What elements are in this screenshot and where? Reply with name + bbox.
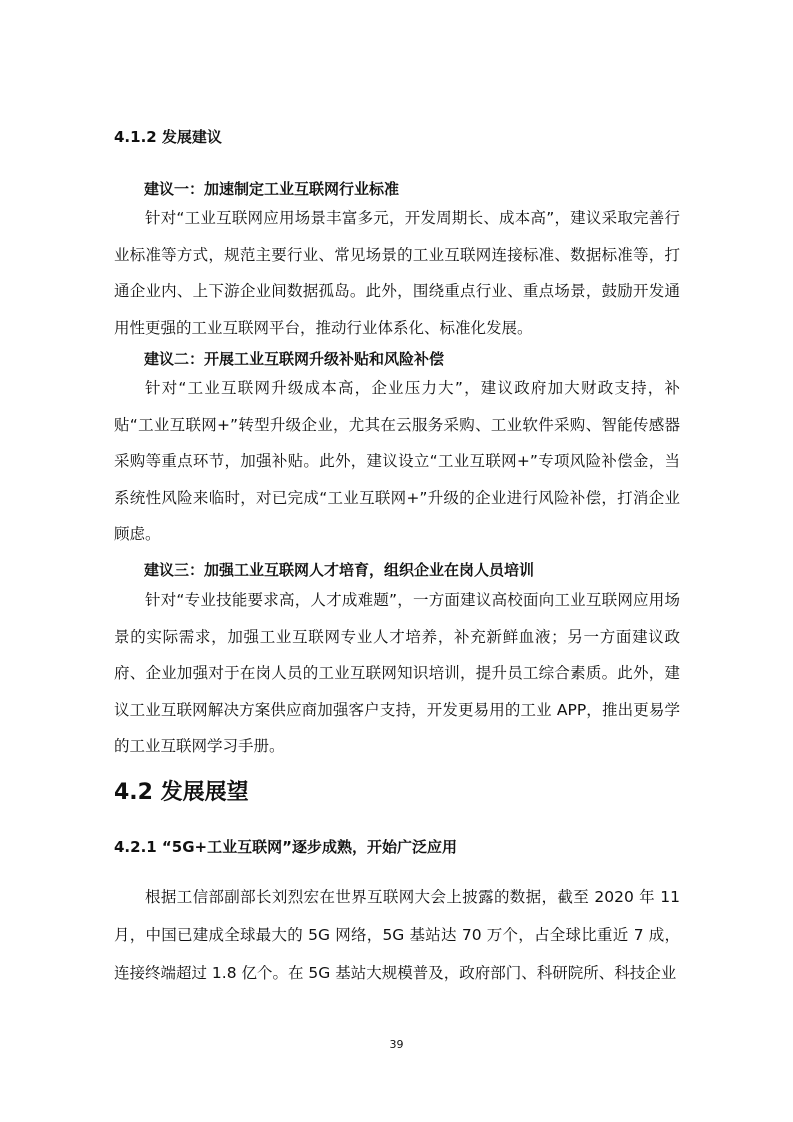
subsection-heading-4-2-1: 4.2.1 “5G+工业互联网”逐步成熟，开始广泛应用 <box>114 838 457 856</box>
section-4-2-1-body: 根据工信部副部长刘烈宏在世界互联网大会上披露的数据，截至 2020 年 11 月，中国已建成全球最大的 5G 网络，5G 基站达 70 万个，占全球比重近 7 成，连接终端超过 1.8 亿个。在 5G 基站大规模普及，政府部门、科研院所、科技企业 <box>114 888 680 982</box>
section-heading-4-2: 4.2 发展展望 <box>114 780 249 805</box>
suggestion-2-title: 建议二：开展工业互联网升级补贴和风险补偿 <box>144 350 445 368</box>
suggestion-1-body: 针对“工业互联网应用场景丰富多元，开发周期长、成本高”，建议采取完善行业标准等方式，规范主要行业、常见场景的工业互联网连接标准、数据标准等，打通企业内、上下游企业间数据孤岛。此外，围绕重点行业、重点场景，鼓励开发通用性更强的工业互联网平台，推动行业体系化、标准化发展。 <box>114 209 680 337</box>
section-heading-4-1-2: 4.1.2 发展建议 <box>114 128 222 146</box>
suggestion-3-title: 建议三：加强工业互联网人才培育，组织企业在岗人员培训 <box>144 561 535 579</box>
page-number: 39 <box>389 1038 404 1051</box>
suggestion-2-body: 针对“工业互联网升级成本高，企业压力大”，建议政府加大财政支持，补贴“工业互联网+”转型升级企业，尤其在云服务采购、工业软件采购、智能传感器采购等重点环节，加强补贴。此外，建议设立“工业互联网+”专项风险补偿金，当系统性风险来临时，对已完成“工业互联网+”升级的企业进行风险补偿，打消企业顾虑。 <box>114 379 680 543</box>
suggestion-1-title: 建议一：加速制定工业互联网行业标准 <box>144 180 400 198</box>
suggestion-3-body: 针对“专业技能要求高，人才成难题”，一方面建议高校面向工业互联网应用场景的实际需求，加强工业互联网专业人才培养，补充新鲜血液；另一方面建议政府、企业加强对于在岗人员的工业互联网知识培训，提升员工综合素质。此外，建议工业互联网解决方案供应商加强客户支持，开发更易用的工业 APP，推出更易学的工业互联网学习手册。 <box>114 591 680 755</box>
